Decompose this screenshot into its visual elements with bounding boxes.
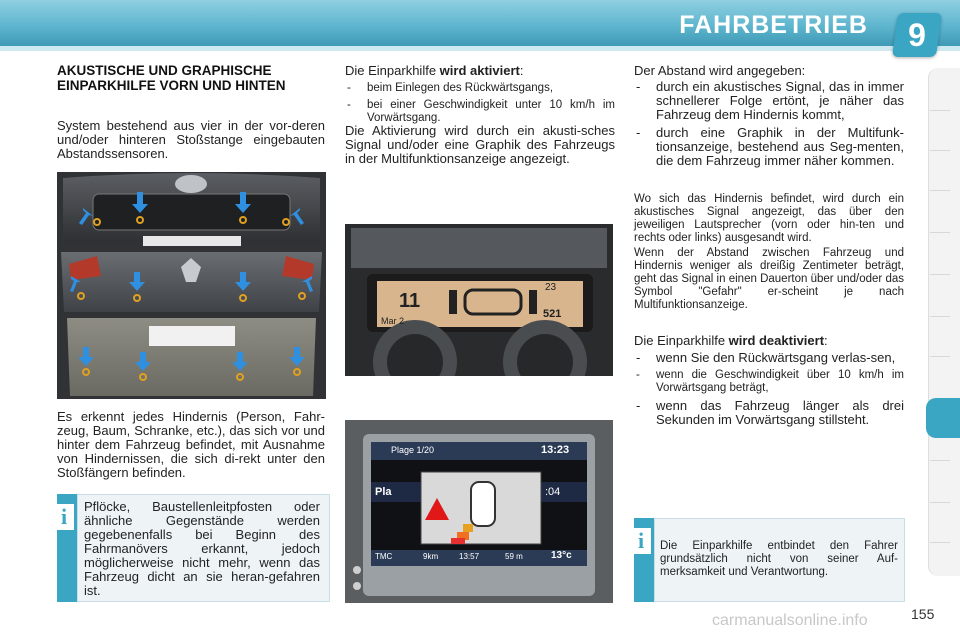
display-value: 521 — [543, 308, 562, 320]
list-item: - beim Einlegen des Rückwärtsgangs, — [347, 82, 554, 94]
page-number: 155 — [911, 606, 935, 622]
tab-divider — [930, 190, 950, 191]
nav-temp: 13°c — [551, 550, 572, 561]
list-item: - wenn die Geschwindigkeit über 10 km/h im Vorwärtsgang beträgt, — [636, 369, 904, 394]
dashboard-display-photo — [345, 224, 613, 376]
activated-list — [345, 82, 615, 125]
display-temp: 23 — [545, 282, 557, 293]
tab-divider — [930, 356, 950, 357]
multifunction-display-photo — [345, 420, 613, 603]
chapter-title: FAHRBETRIEB — [679, 11, 868, 39]
nav-row-time: :04 — [545, 486, 561, 498]
tab-divider — [930, 110, 950, 111]
distance-list — [634, 80, 904, 168]
nav-row: Pla — [375, 486, 392, 498]
intro-paragraph: System bestehend aus vier in der vor-deren und/oder hinteren Stoßstange eingebauten Abstandssensoren. — [57, 118, 325, 161]
tab-divider — [930, 542, 950, 543]
activation-paragraph: Die Aktivierung wird durch ein akusti-sches Signal und/oder eine Graphik des Fahrzeugs in der Multifunktionsanzeige angezeigt. — [345, 123, 615, 166]
header-stripe — [0, 46, 960, 51]
nav-title: Plage 1/20 — [391, 445, 435, 455]
chapter-tab-rail — [928, 68, 960, 576]
nav-time: 13:23 — [541, 444, 570, 456]
tab-divider — [930, 460, 950, 461]
list-item: - durch eine Graphik in der Multifunk-tionsanzeige, bestehend aus Seg-menten, die dem Fahrzeug immer näher kommen. — [636, 125, 904, 168]
chapter-number: 9 — [908, 17, 926, 53]
info-icon: i — [54, 504, 74, 530]
tab-divider — [930, 232, 950, 233]
tab-divider — [930, 150, 950, 151]
list-item: - wenn das Fahrzeug länger als drei Sekunden im Vorwärtsgang stillsteht. — [636, 398, 904, 427]
nav-arrival: 13:57 — [459, 552, 480, 561]
continuous-signal-paragraph: Wenn der Abstand zwischen Fahrzeug und Hindernis weniger als dreißig Zentimeter beträgt, geht das Signal in einen Dauerton über und/oder das Symbol "Gefahr" er-scheint je nach Multifunktionsanzeige. — [634, 247, 904, 311]
display-day: 11 — [399, 290, 421, 312]
info-text: Pflöcke, Baustellenleitpfosten oder ähnliche Gegenstände werden gegebenenfalls bei Beginn des Fahrmanövers erkannt, jedoch möglicherweise nicht mehr, wenn das Fahrzeug dicht an sie heran-gefahren ist. — [84, 499, 320, 598]
deactivated-list — [634, 351, 904, 427]
nav-distance: 9km — [423, 552, 439, 561]
info-text: Die Einparkhilfe entbindet den Fahrer grundsätzlich nicht von seiner Auf-merksamkeit und Verantwortung. — [660, 540, 898, 578]
deactivated-heading: Die Einparkhilfe wird deaktiviert: — [634, 333, 828, 348]
nav-remaining: 59 m — [505, 552, 523, 561]
info-icon: i — [631, 528, 651, 554]
location-paragraph: Wo sich das Hindernis befindet, wird durch ein akustisches Signal angezeigt, das über den jeweiligen Lautsprecher (vorn oder hin-ten und rechts oder links) ausgesandt wird. — [634, 193, 904, 244]
tab-divider — [930, 502, 950, 503]
bumper-sensors-photo — [57, 172, 326, 399]
tab-divider — [930, 274, 950, 275]
distance-heading: Der Abstand wird angegeben: — [634, 63, 806, 78]
list-item: - bei einer Geschwindigkeit unter 10 km/h im Vorwärtsgang. — [347, 99, 615, 124]
display-month: Mar 2 — [381, 316, 405, 326]
tab-divider — [930, 316, 950, 317]
nav-traffic: TMC — [375, 552, 393, 561]
list-item: - durch ein akustisches Signal, das in immer schnellerer Folge ertönt, je näher das Fahrzeug dem Hindernis kommt, — [636, 79, 904, 122]
watermark: carmanualsonline.info — [712, 612, 868, 629]
section-heading: AKUSTISCHE UND GRAPHISCHE EINPARKHILFE VORN UND HINTEN — [57, 63, 286, 93]
active-chapter-tab[interactable] — [926, 398, 960, 438]
detection-paragraph: Es erkennt jedes Hindernis (Person, Fahr-zeug, Baum, Schranke, etc.), das sich vor und hinter dem Fahrzeug befindet, mit Ausnahme von Hindernissen, die sich di-rekt unter den Stoßfängern befinden. — [57, 409, 325, 480]
list-item: - wenn Sie den Rückwärtsgang verlas-sen, — [636, 350, 896, 365]
activated-heading: Die Einparkhilfe wird aktiviert: — [345, 63, 524, 78]
